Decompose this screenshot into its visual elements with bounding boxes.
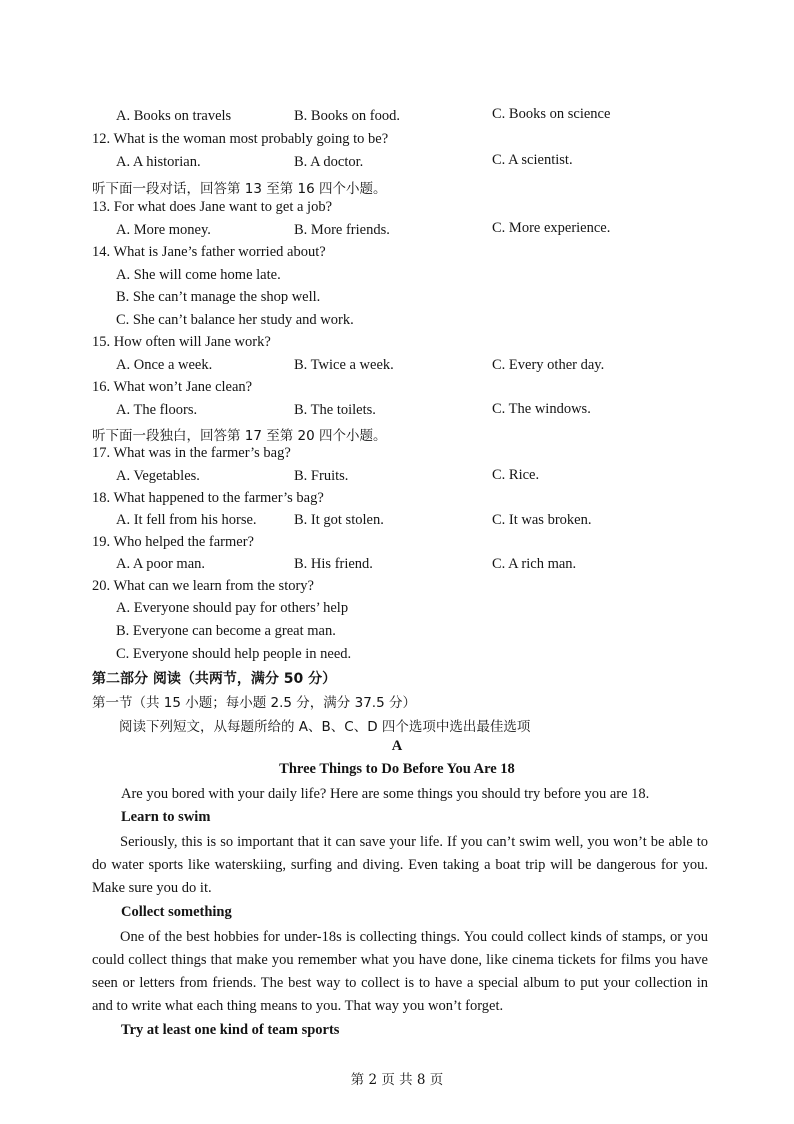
- reading-instruction: 阅读下列短文，从每题所给的 A、B、C、D 四个选项中选出最佳选项: [119, 719, 531, 735]
- instruction-13-16: 听下面一段对话，回答第 13 至第 16 四个小题。: [92, 181, 387, 197]
- q20-option-a: A. Everyone should pay for others’ help: [116, 600, 349, 616]
- q13-option-a: A. More money.: [116, 222, 211, 238]
- q19-option-a: A. A poor man.: [116, 556, 206, 572]
- part-two-title: 第二部分 阅读（共两节，满分 50 分）: [92, 671, 337, 687]
- instruction-17-20: 听下面一段独白，回答第 17 至第 20 四个小题。: [92, 428, 387, 444]
- q18-option-b: B. It got stolen.: [294, 512, 384, 528]
- q19-option-c: C. A rich man.: [492, 556, 577, 572]
- q20-stem: 20. What can we learn from the story?: [92, 578, 314, 594]
- q17-stem: 17. What was in the farmer’s bag?: [92, 445, 291, 461]
- page-number: 第 2 页 共 8 页: [350, 1072, 444, 1088]
- q16-option-c: C. The windows.: [492, 401, 591, 417]
- q15-stem: 15. How often will Jane work?: [92, 334, 271, 350]
- q14-option-a: A. She will come home late.: [116, 267, 281, 283]
- q19-option-b: B. His friend.: [294, 556, 373, 572]
- q14-option-c: C. She can’t balance her study and work.: [116, 312, 354, 328]
- q11-option-c: C. Books on science: [492, 106, 611, 122]
- q11-option-b: B. Books on food.: [294, 108, 400, 124]
- q14-stem: 14. What is Jane’s father worried about?: [92, 244, 326, 260]
- q13-option-c: C. More experience.: [492, 220, 611, 236]
- passage-intro: Are you bored with your daily life? Here are some things you should try before you are 18.: [121, 786, 650, 802]
- q13-option-b: B. More friends.: [294, 222, 390, 238]
- q20-option-c: C. Everyone should help people in need.: [116, 646, 352, 662]
- q15-option-b: B. Twice a week.: [294, 357, 394, 373]
- q20-option-b: B. Everyone can become a great man.: [116, 623, 336, 639]
- q18-option-c: C. It was broken.: [492, 512, 592, 528]
- q14-option-b: B. She can’t manage the shop well.: [116, 289, 321, 305]
- paragraph-collect: [92, 926, 708, 1018]
- q17-option-c: C. Rice.: [492, 467, 540, 483]
- heading-team-sports: Try at least one kind of team sports: [121, 1022, 340, 1038]
- q16-option-b: B. The toilets.: [294, 402, 376, 418]
- q17-option-b: B. Fruits.: [294, 468, 349, 484]
- q18-stem: 18. What happened to the farmer’s bag?: [92, 490, 324, 506]
- heading-learn-to-swim: Learn to swim: [121, 809, 211, 825]
- q16-stem: 16. What won’t Jane clean?: [92, 379, 253, 395]
- paragraph-swim-text: Seriously, this is so important that it can save your life. If you can’t swim well, you won’t be able to do water sports like waterskiing, surfing and diving. Even taking a boat trip will be dangerous for you. Make sure you do it.: [92, 834, 708, 896]
- q15-option-a: A. Once a week.: [116, 357, 213, 373]
- q12-option-b: B. A doctor.: [294, 154, 364, 170]
- q12-option-c: C. A scientist.: [492, 152, 573, 168]
- q18-option-a: A. It fell from his horse.: [116, 512, 257, 528]
- q13-stem: 13. For what does Jane want to get a job?: [92, 199, 333, 215]
- q16-option-a: A. The floors.: [116, 402, 198, 418]
- q12-option-a: A. A historian.: [116, 154, 201, 170]
- passage-title: Three Things to Do Before You Are 18: [279, 761, 515, 777]
- paragraph-swim: [92, 831, 708, 900]
- q11-option-a: A. Books on travels: [116, 108, 232, 124]
- q17-option-a: A. Vegetables.: [116, 468, 200, 484]
- heading-collect-something: Collect something: [121, 904, 232, 920]
- passage-letter: A: [391, 738, 403, 754]
- q15-option-c: C. Every other day.: [492, 357, 605, 373]
- paragraph-collect-text: One of the best hobbies for under-18s is collecting things. You could collect kinds of stamps, or you could collect things that make you remember what you have done, like cinema tickets for films you have seen or letters from friends. The best way to collect is to have a special album to put your collection in and to write what each thing means to you. That way you won’t forget.: [92, 929, 708, 1014]
- q19-stem: 19. Who helped the farmer?: [92, 534, 254, 550]
- q12-stem: 12. What is the woman most probably going to be?: [92, 131, 389, 147]
- section-one-title: 第一节（共 15 小题；每小题 2.5 分，满分 37.5 分）: [92, 695, 416, 711]
